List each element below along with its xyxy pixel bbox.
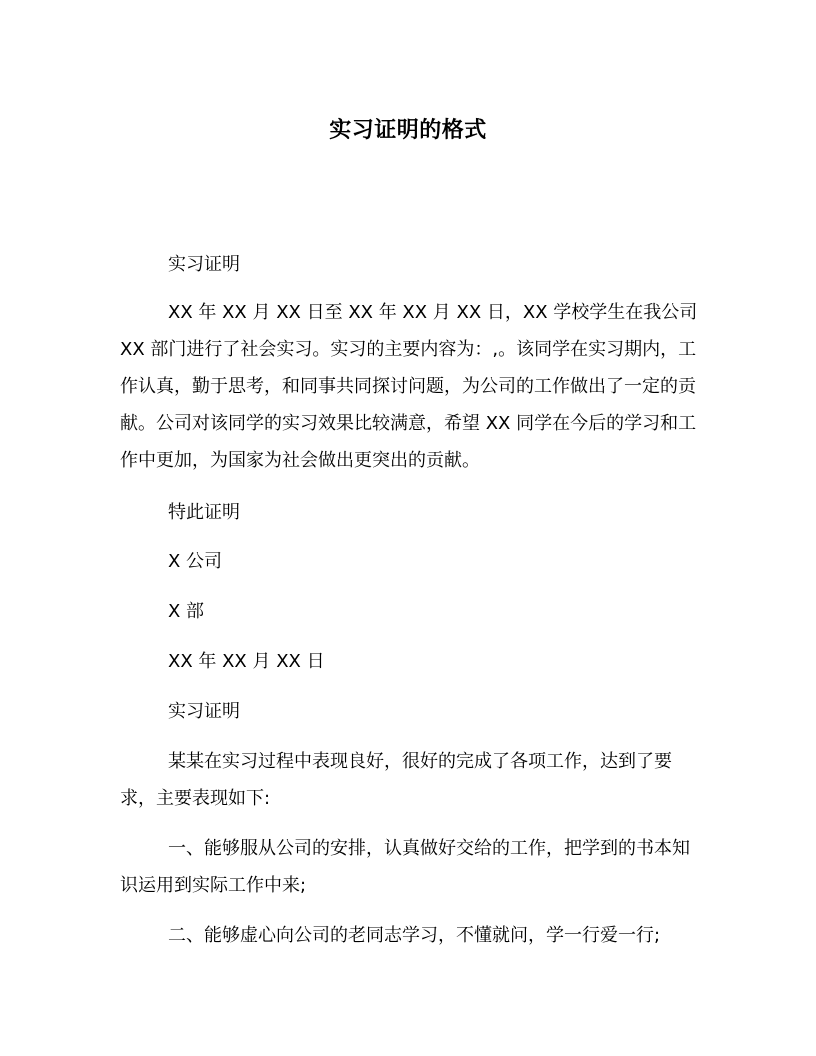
paragraph-company: X 公司 (168, 551, 223, 572)
paragraph-closing: 特此证明 (168, 502, 240, 523)
paragraph-body-1: XX 年 XX 月 XX 日至 XX 年 XX 月 XX 日，XX 学校学生在我公司 XX 部门进行了社会实习。实习的主要内容为：,。该同学在实习期内，工作认真，勤于思考，和同事共同探讨问题，为公司的工作做出了一定的贡献。公司对该同学的实习效果比较满意，希望 XX 同学在今后的学习和工作中更加，为国家为社会做出更突出的贡献。 (120, 302, 698, 471)
paragraph-heading-1: 实习证明 (168, 254, 240, 275)
paragraph-item-1: 一、能够服从公司的安排，认真做好交给的工作，把学到的书本知识运用到实际工作中来; (120, 838, 690, 896)
paragraph-item-2: 二、能够虚心向公司的老同志学习，不懂就问，学一行爱一行; (168, 925, 661, 946)
paragraph-heading-2: 实习证明 (168, 701, 240, 722)
document-title: 实习证明的格式 (329, 118, 487, 143)
paragraph-body-2: 某某在实习过程中表现良好，很好的完成了各项工作，达到了要求，主要表现如下: (120, 751, 672, 809)
paragraph-department: X 部 (168, 601, 205, 622)
paragraph-date: XX 年 XX 月 XX 日 (168, 651, 325, 672)
